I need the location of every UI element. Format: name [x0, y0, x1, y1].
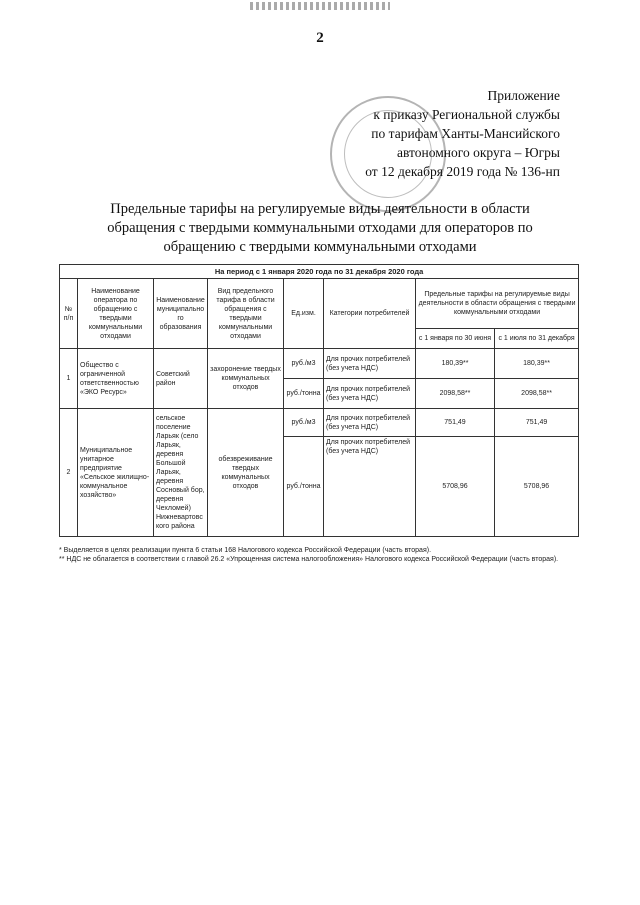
tariff-table	[59, 264, 579, 537]
cell-operator: Общество с ограниченной ответственностью «ЭКО Ресурс»	[78, 349, 154, 409]
cell-activity: обезвреживание твердых коммунальных отходов	[208, 409, 284, 537]
cell-value: 180,39**	[495, 349, 579, 379]
header-municipality: Наименование муниципального образования	[154, 279, 208, 349]
cell-category: Для прочих потребителей (без учета НДС)	[324, 349, 416, 379]
cell-value: 2098,58**	[495, 379, 579, 409]
cell-category: Для прочих потребителей (без учета НДС)	[324, 437, 416, 537]
cell-value: 5708,96	[495, 437, 579, 537]
cell-operator: Муниципальное унитарное предприятие «Сельское жилищно-коммунальное хозяйство»	[78, 409, 154, 537]
document-title	[60, 200, 580, 257]
cell-municipality: сельское поселение Ларьяк (село Ларьяк, деревня Большой Ларьяк, деревня Сосновый бор, деревня Чехломей) Нижневартовского района	[154, 409, 208, 537]
cell-category: Для прочих потребителей (без учета НДС)	[324, 409, 416, 437]
appendix-block	[365, 86, 560, 181]
cell-unit: руб./м3	[284, 349, 324, 379]
appendix-line: от 12 декабря 2019 года № 136-нп	[365, 164, 560, 179]
page-number: 2	[316, 30, 324, 46]
footnote: * Выделяется в целях реализации пункта 6 статьи 168 Налогового кодекса Российской Федерации (часть вторая).	[59, 547, 432, 554]
appendix-line: Приложение	[487, 88, 560, 103]
cell-municipality: Советский район	[154, 349, 208, 409]
cell-category: Для прочих потребителей (без учета НДС)	[324, 379, 416, 409]
header-period2: с 1 июля по 31 декабря	[495, 329, 579, 349]
title-line: обращению с твердыми коммунальными отходами	[163, 239, 477, 255]
cell-value: 751,49	[416, 409, 495, 437]
period-row	[60, 265, 579, 279]
header-period1: с 1 января по 30 июня	[416, 329, 495, 349]
header-category: Категории потребителей	[324, 279, 416, 349]
scan-artifact	[250, 2, 390, 10]
cell-unit: руб./м3	[284, 409, 324, 437]
cell-value: 5708,96	[416, 437, 495, 537]
table-row	[60, 409, 579, 437]
cell-num: 2	[60, 409, 78, 537]
table-row	[60, 349, 579, 379]
title-line: Предельные тарифы на регулируемые виды деятельности в области	[110, 201, 530, 217]
header-row	[60, 279, 579, 329]
footnotes	[59, 546, 578, 564]
header-num: № п/п	[60, 279, 78, 349]
cell-activity: захоронение твердых коммунальных отходов	[208, 349, 284, 409]
appendix-line: автономного округа – Югры	[397, 145, 560, 160]
appendix-line: по тарифам Ханты-Мансийского	[371, 126, 560, 141]
cell-unit: руб./тонна	[284, 437, 324, 537]
period-header: На период с 1 января 2020 года по 31 декабря 2020 года	[60, 265, 579, 279]
appendix-line: к приказу Региональной службы	[373, 107, 560, 122]
cell-value: 751,49	[495, 409, 579, 437]
cell-unit: руб./тонна	[284, 379, 324, 409]
header-activity: Вид предельного тарифа в области обращения с твердыми коммунальными отходами	[208, 279, 284, 349]
title-line: обращения с твердыми коммунальными отходами для операторов по	[107, 220, 533, 236]
cell-value: 2098,58**	[416, 379, 495, 409]
header-operator: Наименование оператора по обращению с твердыми коммунальными отходами	[78, 279, 154, 349]
header-tariffs: Предельные тарифы на регулируемые виды деятельности в области обращения с твердыми коммунальными отходами	[416, 279, 579, 329]
cell-value: 180,39**	[416, 349, 495, 379]
footnote: ** НДС не облагается в соответствии с главой 26.2 «Упрощенная система налогообложения» Налогового кодекса Российской Федерации (часть вторая).	[59, 556, 559, 563]
cell-num: 1	[60, 349, 78, 409]
header-unit: Ед.изм.	[284, 279, 324, 349]
